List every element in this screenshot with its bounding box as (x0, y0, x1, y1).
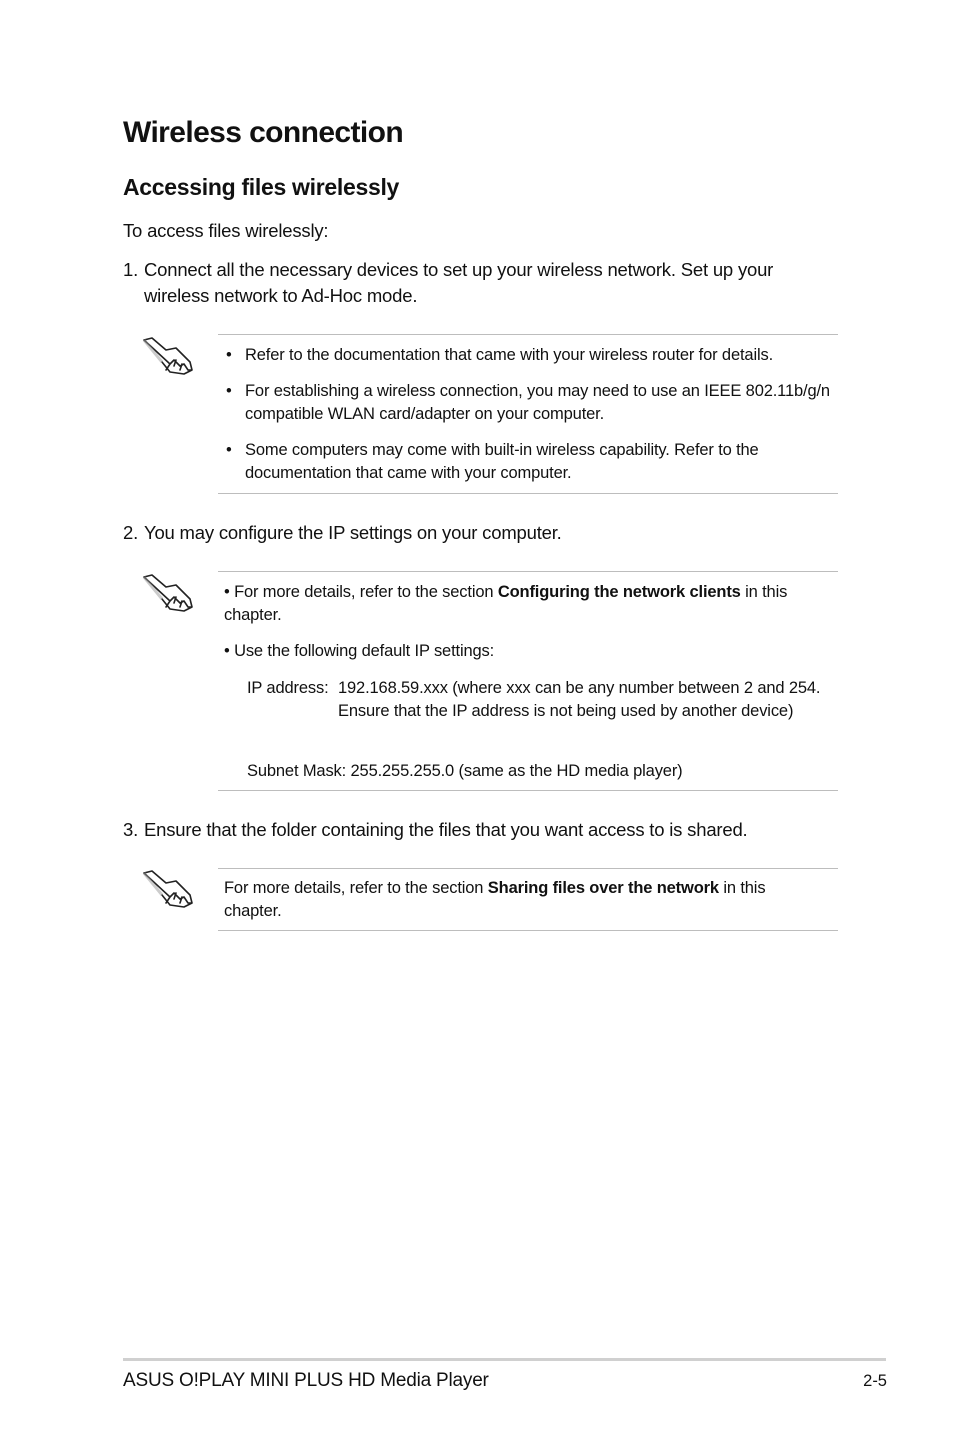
page-title: Wireless connection (123, 116, 404, 149)
ip-address-value: 192.168.59.xxx (where xxx can be any number between 2 and 254. Ensure that the IP address is not being used by another device) (338, 679, 821, 720)
intro-text: To access files wirelessly: (123, 220, 329, 241)
step-text: Ensure that the folder containing the files that you want access to is shared. (144, 819, 748, 840)
step-text: You may configure the IP settings on your computer. (144, 522, 562, 543)
section-reference: Sharing files over the network (487, 879, 719, 897)
step-number: 1. (123, 259, 139, 280)
pointing-hand-icon (140, 334, 196, 378)
step-text: Connect all the necessary devices to set up your wireless network. Set up your wireless network to Ad-Hoc mode. (144, 259, 774, 306)
note-bullet: • Use the following default IP settings: (224, 642, 495, 660)
note-text: For more details, refer to the section Sharing files over the network in this chapter. (224, 879, 766, 920)
footer-title: ASUS O!PLAY MINI PLUS HD Media Player (123, 1370, 489, 1391)
note-bullet: • For establishing a wireless connection, you may need to use an IEEE 802.11b/g/n compatible WLAN card/adapter on your computer. (226, 382, 830, 423)
step-number: 2. (123, 522, 139, 543)
pointing-hand-icon (140, 571, 196, 615)
note-box-1 (218, 334, 838, 494)
subnet-mask-text: Subnet Mask: 255.255.255.0 (same as the HD media player) (247, 762, 683, 780)
step-2 (123, 520, 843, 546)
footer-divider (123, 1358, 886, 1361)
section-reference: Configuring the network clients (497, 583, 741, 601)
note-bullet: • Some computers may come with built-in wireless capability. Refer to the documentation that came with your computer. (226, 441, 759, 482)
section-heading: Accessing files wirelessly (123, 174, 400, 200)
note-box-2 (218, 571, 838, 791)
step-1 (123, 257, 843, 309)
step-number: 3. (123, 819, 139, 840)
page-number: 2-5 (863, 1372, 887, 1390)
pointing-hand-icon (140, 867, 196, 911)
note-box-3 (218, 868, 838, 931)
note-bullet: • For more details, refer to the section Configuring the network clients in this chapter. (224, 583, 788, 624)
ip-address-label: IP address: (247, 679, 329, 697)
step-3 (123, 817, 843, 843)
note-bullet: • Refer to the documentation that came with your wireless router for details. (226, 346, 774, 364)
